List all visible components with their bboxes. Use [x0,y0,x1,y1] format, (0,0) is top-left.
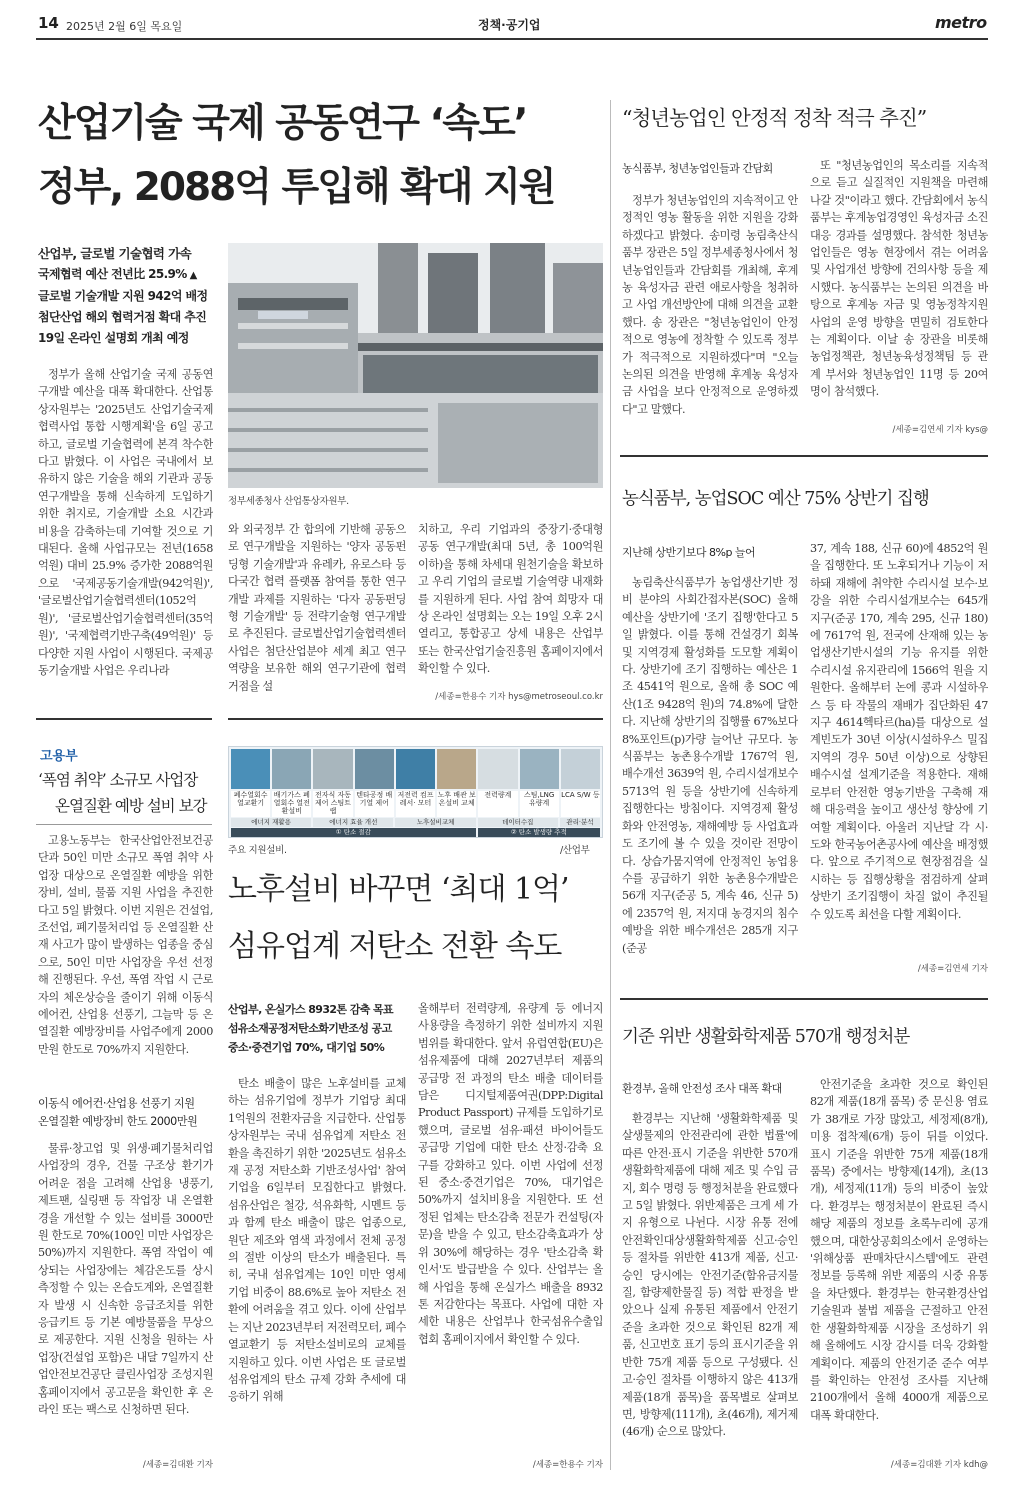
equipment-photo [520,749,559,789]
article2-subhead-1: 이동식 에어컨·산업용 선풍기 지원 [38,1097,195,1110]
article6-col2 [810,1076,988,1446]
article6-headline: 기준 위반 생활화학제품 570개 행정처분 [622,1027,910,1047]
article2-headline-1: ‘폭염 취약’ 소규모 사업장 [38,771,198,789]
article5-col2 [810,540,988,958]
article4-headline: “청년농업인 안정적 정착 적극 추진” [622,106,927,130]
article1-bottom-rule-2 [228,718,603,720]
article3-col2-text: 올해부터 전력량계, 유량계 등 에너지 사용량을 측정하기 위한 설비까지 지원범위를 확대한다. 앞서 유럽연합(EU)은 섬유제품에 대해 2027년부터 제품의 공급망 전 과정의 탄소 배출 데이터를 담은 디지털제품여권(DPP:Digital Product Passport) 규제를 도입하기로 했으며, 글로벌 섬유·패션 바이어들도 공급망 기업에 대한 탄소 산정·감축 요구를 강화하고 있다. 이번 사업에 선정된 중소·중견기업은 70%, 대기업은 50%까지 설치비용을 지원한다. 또 선정된 업체는 탄소감축 전문가 컨설팅(자문)을 받을 수 있고, 탄소감축효과가 상위 30%에 해당하는 경우 '탄소감축 확인서'도 발급받을 수 있다. 산업부는 올해 사업을 통해 온실가스 배출을 8932톤 저감한다는 목표다. 사업에 대한 자세한 내용은 산업부나 한국섬유수출입협회 홈페이지에서 확인할 수 있다. [418,1002,603,1346]
article3-col1-text: 탄소 배출이 많은 노후설비를 교체하는 섬유기업에 정부가 기업당 최대 1억원의 전환자금을 지급한다. 산업통상자원부는 국내 섬유업계 저탄소 전환을 촉진하기 위한 '2025년도 섬유소재 공정 저탄소화 기반조성사업' 참여기업을 6일부터 모집한다고 밝혔다. 섬유산업은 철강, 석유화학, 시멘트 등과 함께 탄소 배출이 많은 업종으로, 원단 제조와 염색 과정에서 전체 공정의 절반 이상의 탄소가 배출된다. 특히, 국내 섬유업계는 10인 미만 영세기업 비중이 88.6%로 높아 저탄소 전환에 어려움을 겪고 있다. 이에 산업부는 지난 2023년부터 저전력모터, 폐수 열교환기 등 저탄소설비로의 교체를 지원하고 있다. 이번 사업은 또 글로벌 섬유업계의 탄소 규제 강화 추세에 대응하기 위해 [228,1077,406,1404]
page-number: 14 [38,14,59,32]
diagram-category: 노후설비교체 [395,818,475,827]
section-name: 정책·공기업 [478,18,541,32]
header-rule [36,38,988,40]
diagram-category: 에너지 효율 개선 [313,818,393,827]
article1-subheads [38,243,218,349]
diagram-cell: 폐수열회수 열교환기 [231,791,270,817]
article5-sub: 지난해 상반기보다 8%p 늘어 [622,546,756,559]
article4-sub: 농식품부, 청년농업인들과 간담회 [622,162,773,175]
article4-byline: /세종=김연세 기자 kys@ [892,425,988,435]
article5-col2-text: 37, 계속 188, 신규 60)에 4852억 원을 집행한다. 또 노후되거나 기능이 저하돼 재해에 취약한 수리시설 보수·보강을 위한 수리시설개보수는 645개 지구(준공 170, 계속 295, 신규 180)에 7617억 원, 전국에 산재해 있는 농업생산기반시설의 기능 유지를 위한 수리시설 유지관리에 1566억 원을 지원한다. 올해부터 논에 콩과 시설하우스 등 타 작물의 재배가 집단화된 47지구 4614헥타르(ha)를 대상으로 설계빈도가 30년 이상(시설하우스 밀집지역의 경우 50년 이상)으로 상향된 배수시설 설계기준을 적용한다. 재해로부터 안전한 영농기반을 구축해 재해 대응력을 높이고 생산성 향상에 기여할 계획이다. 아울러 지난달 각 시·도와 한국농어촌공사에 예산을 배정했다. 앞으로 주기적으로 현장점검을 실시하는 등 집행상황을 점검하게 살펴 상반기 조기집행이 차질 없이 추진될 수 있도록 최선을 다할 계획이다. [810,542,988,921]
column-divider [610,100,611,1470]
article1-sub-2: 국제협력 예산 전년比 25.9% ▲ [38,267,197,281]
article2-byline: /세종=김대환 기자 [142,1460,213,1470]
diagram-label-row [229,791,602,817]
article1-photo-caption: 정부세종청사 산업통상자원부. [228,496,349,507]
article2-body1 [38,832,213,1078]
article1-headline-1: 산업기술 국제 공동연구 ‘속도’ [38,101,527,146]
article6-col1 [622,1110,798,1460]
article1-col3 [418,521,603,689]
diagram-cell: 노후 배관 보온설비 교체 [437,791,476,817]
ministry-building-photo [228,243,603,488]
article1-col3-text: 치하고, 우리 기업과의 중장기·중대형 공동 연구개발(최대 5년, 총 100억원 이하)을 통해 차세대 원천기술을 확보하고 우리 기업의 글로벌 기술역량 내재화를 지원하게 된다. 사업 참여 희망자 대상 온라인 설명회는 오는 19일 오후 2시 열리고, 통합공고 상세 내용은 산업부 또는 한국산업기술진흥원 홈페이지에서 확인할 수 있다. [418,523,603,676]
article5-headline: 농식품부, 농업SOC 예산 75% 상반기 집행 [622,489,929,509]
diagram-stage: ② 탄소 발생량 추적 [478,828,600,837]
diagram-stage: ① 탄소 절감 [231,828,476,837]
issue-date: 2025년 2월 6일 목요일 [66,20,183,33]
article2-subhead-2: 온열질환 예방장비 한도 2000만원 [38,1115,198,1128]
article4-col1-text: 정부가 청년농업인의 지속적이고 안정적인 영농 활동을 위한 지원을 강화하겠다고 밝혔다. 송미령 농림축산식품부 장관은 5일 정부세종청사에서 청년농업인들과 간담회를 개최해, 후계농 육성자금 관련 애로사항을 청취하고 사업 개선방안에 대해 의견을 교환했다. 송 장관은 "청년농업인이 안정적으로 영농에 정착할 수 있도록 정부가 적극적으로 지원하겠다"며 "오늘 논의된 의견을 반영해 후계농 육성자금 사업을 보다 안정적으로 운영하겠다"고 말했다. [622,194,798,416]
article1-sub-5: 19일 온라인 설명회 개최 예정 [38,331,189,345]
diagram-cell: 텐타공정 배기열 제어 [355,791,394,817]
diagram-stage-row [229,828,602,837]
article4-col2 [810,157,988,419]
equipment-photo [313,749,352,789]
equipment-photo [355,749,394,789]
equipment-photo [437,749,476,789]
article2-body1-text: 고용노동부는 한국산업안전보건공단과 50인 미만 소규모 폭염 취약 사업장 대상으로 온열질환 예방을 위한 장비, 설비, 물품 지원 사업을 추진한다고 5일 밝혔다. 이번 지원은 건설업, 조선업, 폐기물처리업 등 온열질환 산재 사고가 많이 발생하는 업종을 중심으로, 50인 미만 사업장을 우선 선정해 진행된다. 우선, 폭염 작업 시 근로자의 체온상승을 줄이기 위해 이동식 에어컨, 산업용 선풍기, 그늘막 등 온열질환 예방장비를 사업주에게 2000만원 한도로 70%까지 지원한다. [38,834,213,1056]
article3-diagram-credit: /산업부 [560,845,590,856]
article6-byline: /세종=김대환 기자 kdh@ [890,1460,988,1470]
article2-kicker: 고용부 [40,749,78,764]
article3-col2 [418,1000,603,1455]
article5-col1-text: 농림축산식품부가 농업생산기반 정비 분야의 사회간접자본(SOC) 올해 예산을 상반기에 '조기 집행'한다고 5일 밝혔다. 이를 통해 건설경기 회복 및 지역경제 활성화를 도모할 계획이다. 상반기에 조기 집행하는 예산은 1조 4541억 원으로, 올해 총 SOC 예산(1조 9428억 원)의 74.8%에 달한다. 지난해 상반기의 집행률 67%보다 8%포인트(p)가량 늘어난 규모다. 농식품부는 농촌용수개발 1767억 원, 배수개선 3639억 원, 수리시설개보수 5713억 원 등을 상반기에 신속하게 집행한다는 방침이다. 지역경제 활성화와 안전영농, 재해예방 등 사업효과도 조기에 볼 수 있을 것이란 전망이다. 상습가뭄지역에 안정적인 농업용수를 공급하기 위한 농촌용수개발은 56개 지구(준공 5, 계속 46, 신규 5)에 2357억 원, 저지대 농경지의 침수예방을 위한 배수개선은 285개 지구(준공 [622,576,798,955]
article2-body2-text: 물류·창고업 및 위생·폐기물처리업 사업장의 경우, 건물 구조상 환기가 어려운 점을 고려해 산업용 냉풍기, 제트팬, 실링팬 등 작업장 내 온열환경을 개선할 수 있는 설비를 3000만원 한도로 70%(100인 미만 사업장은 50%)까지 지원한다. 폭염 작업이 예상되는 사업장에는 체감온도를 상시 측정할 수 있는 온습도계와, 온열질환자 발생 시 신속한 응급조치를 위한 응급키트 등 기본 예방물품을 무상으로 제공한다. 지원 신청을 원하는 사업장(건설업 포함)은 내달 7일까지 산업안전보건공단 클린사업장 조성지원 홈페이지에서 공고문을 확인한 후 온라인 또는 팩스로 신청하면 된다. [38,1142,213,1417]
article1-sub-3: 글로벌 기술개발 지원 942억 배정 [38,289,208,303]
article1-col2 [228,521,406,706]
diagram-category: 관리·분석 [560,818,600,827]
article3-byline: /세종=한용수 기자 [532,1460,603,1470]
article1-col1-text: 정부가 올해 산업기술 국제 공동연구개발 예산을 대폭 확대한다. 산업통상자원부는 '2025년도 산업기술국제협력사업 통합 시행계획'을 6일 공고하고, 글로벌 기술협력에 본격 착수한다고 밝혔다. 이 사업은 국내에서 보유하지 않은 기술을 해외 기관과 공동 연구개발을 통해 신속하게 도입하기 위한 취지로, 기술개발 소요 시간과 비용을 감축하는데 기여할 것으로 기대된다. 올해 사업규모는 전년(1658억원) 대비 25.9% 증가한 2088억원으로 '국제공동기술개발(942억원)', '글로벌산업기술협력센터(1052억원)', '글로벌산업기술협력센터(35억원)', '국제협력기반구축(49억원)' 등 다양한 지원 사업이 시행된다. 국제공동기술개발 사업은 우리나라 [38,368,213,677]
diagram-cell: 전력량계 [478,791,517,817]
article2-headline-2: 온열질환 예방 설비 보강 [55,797,207,815]
article1-bottom-rule [36,718,212,720]
article4-col2-text: 또 "청년농업인의 목소리를 지속적으로 듣고 실질적인 지원책을 마련해 나갈 것"이라고 했다. 간담회에서 농식품부는 후계농업경영인 육성자금 소진 대응 경과를 설명했다. 참석한 청년농업인들은 영농 현장에서 겪는 어려움 및 사업개선 방향에 건의사항 등을 제시했다. 농식품부는 논의된 의견을 바탕으로 후계농 자금 및 영농정착지원사업의 운영 방향을 면밀히 검토한다는 계획이다. 이날 송 장관을 비롯해 농업정책관, 청년농육성정책팀 등 관계 부서와 청년농업인 11명 등 20여 명이 참석했다. [810,159,988,399]
building-illustration [228,243,603,488]
equipment-photo [478,749,517,789]
equipment-photo [561,749,600,789]
metro-logo: metro [935,13,987,32]
article1-col1 [38,366,213,706]
article3-diagram-caption: 주요 지원설비. [228,845,287,856]
article5-bottom-rule [620,998,988,1000]
diagram-cell: 스팀,LNG 유량계 [520,791,559,817]
diagram-category: 에너지 재활용 [231,818,311,827]
equipment-photo [272,749,311,789]
article6-sub: 환경부, 올해 안전성 조사 대폭 확대 [622,1082,782,1095]
article3-sub-3: 중소·중견기업 70%, 대기업 50% [228,1041,385,1054]
article2-head-rule [36,824,212,825]
support-equipment-diagram [228,746,603,838]
article3-subheads [228,1000,408,1057]
equipment-photo [396,749,435,789]
diagram-cell: 저전력 컴프레서· 모터 [396,791,435,817]
diagram-photo-row [229,747,602,791]
article1-sub-4: 첨단산업 해외 협력거점 확대 추진 [38,310,207,324]
article1-byline: /세종=한용수 기자 hys@metroseoul.co.kr [435,692,603,702]
article6-col1-text: 환경부는 지난해 '생활화학제품 및 살생물제의 안전관리에 관한 법률'에 따른 안전·표시 기준을 위반한 570개 생활화학제품에 대해 제조 및 수입 금지, 회수 명령 등 행정처분을 완료했다고 5일 밝혔다. 위반제품은 크게 세 가지 유형으로 나뉜다. 시장 유통 전에 안전확인대상생활화학제품 신고·승인 등 절차를 위반한 413개 제품, 신고·승인 당시에는 안전기준(함유금지물질, 함량제한물질 등) 적합 판정을 받았으나 실제 유통된 제품에서 안전기준을 초과한 것으로 확인된 82개 제품, 신고번호 표기 등의 표시기준을 위반한 75개 제품 등으로 구성됐다. 신고·승인 절차를 이행하지 않은 413개 제품(18개 품목)을 품목별로 살펴보면, 방향제(111개), 초(46개), 제거제(46개) 순으로 많았다. [622,1112,798,1439]
article5-col1 [622,574,798,992]
article1-sub-1: 산업부, 글로벌 기술협력 가속 [38,246,192,261]
article1-col2-text: 와 외국정부 간 합의에 기반해 공동으로 연구개발을 지원하는 '양자 공동펀딩형 기술개발'과 유레카, 유로스타 등 다국간 협력 플랫폼 참여를 통한 연구개발 과제를 지원하는 '다자 공동펀딩형 기술개발' 등 전략기술형 연구개발로 추진된다. 글로벌산업기술협력센터 사업은 첨단산업분야 세계 최고 연구역량을 보유한 해외 연구기관에 협력거점을 설 [228,523,406,693]
article3-col1 [228,1075,406,1475]
diagram-cell: 전자식 자동제어 스팀트랩 [315,791,352,815]
equipment-photo [231,749,270,789]
article4-bottom-rule [620,455,988,457]
diagram-cell: LCA S/W 등 [561,791,600,817]
up-arrow-icon: ▲ [186,270,197,281]
article3-headline-2: 섬유업계 저탄소 전환 속도 [228,929,562,964]
article2-body2 [38,1140,213,1454]
article4-col1 [622,192,798,432]
diagram-category: 데이터수집 [478,818,558,827]
article5-byline: /세종=김연세 기자 [917,964,988,974]
article3-headline-1: 노후설비 바꾸면 ‘최대 1억’ [228,872,569,907]
article3-sub-2: 섬유소재공정저탄소화기반조성 공고 [228,1022,392,1035]
article6-col2-text: 안전기준을 초과한 것으로 확인된 82개 제품(18개 품목) 중 문신용 염료가 38개로 가장 많았고, 세정제(8개), 미용 접착제(6개) 등이 뒤를 이었다. 표시 기준을 위반한 75개 제품(18개 품목) 중에서는 방향제(14개), 초(13개), 세정제(11개) 등의 비중이 높았다. 환경부는 행정처분이 완료된 즉시 해당 제품의 정보를 초록누리에 공개했으며, 대한상공회의소에서 운영하는 '위해상품 판매차단시스템'에도 관련 정보를 등록해 위반 제품의 시중 유통을 차단했다. 환경부는 한국환경산업기술원과 불법 제품을 근절하고 안전한 생활화학제품 시장을 조성하기 위해 올해에도 시장 감시를 더욱 강화할 계획이다. 제품의 안전기준 준수 여부를 확인하는 안전성 조사를 지난해 2100개에서 올해 4000개 제품으로 대폭 확대한다. [810,1078,988,1422]
diagram-category-row [229,818,602,827]
article1-headline-2: 정부, 2088억 투입해 확대 지원 [38,165,555,210]
diagram-cell: 배기가스 폐열회수 열전환설비 [273,791,310,815]
article3-sub-1: 산업부, 온실가스 8932톤 감축 목표 [228,1003,394,1016]
